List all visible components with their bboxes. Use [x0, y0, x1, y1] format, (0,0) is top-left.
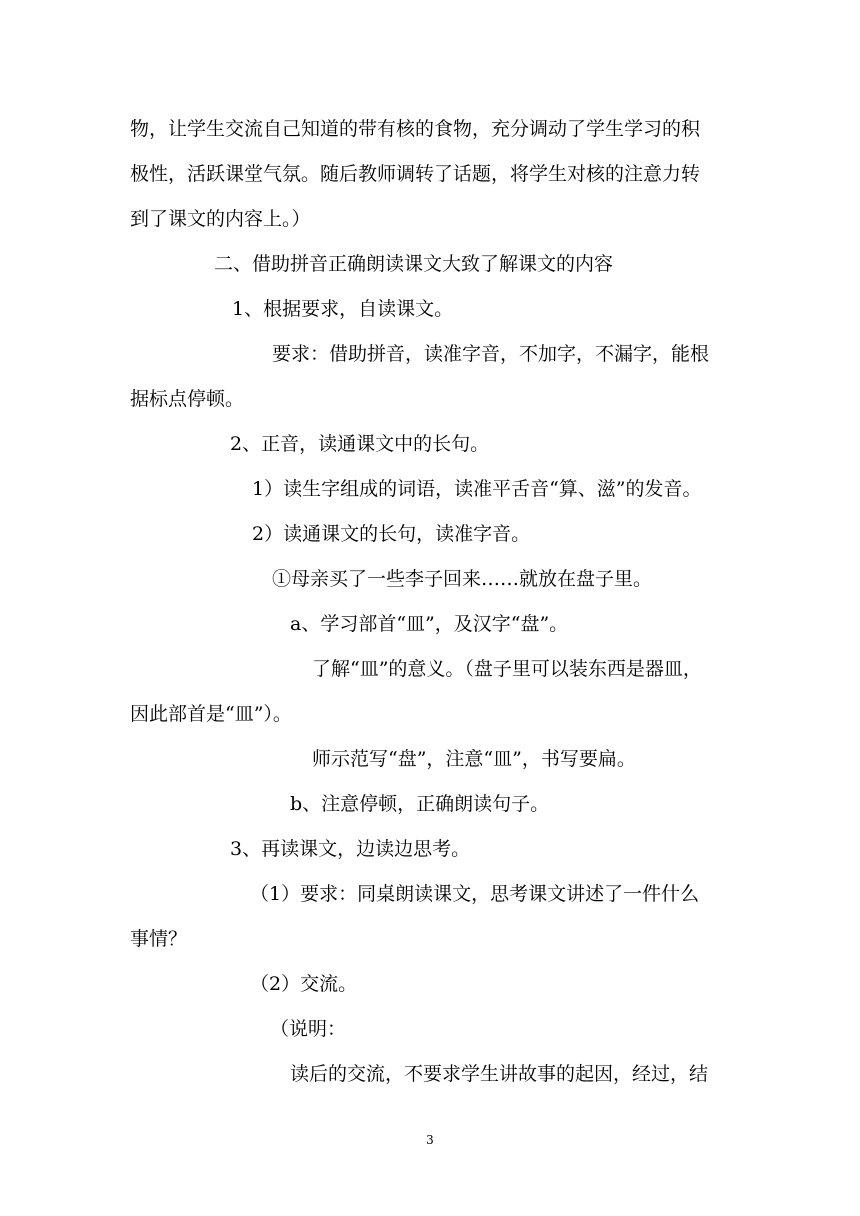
paragraph-line: 极性，活跃课堂气氛。随后教师调转了话题，将学生对核的注意力转	[130, 163, 701, 185]
section-heading: 二、借助拼音正确朗读课文大致了解课文的内容	[214, 253, 614, 275]
sub-list-item: b、注意停顿，正确朗读句子。	[290, 793, 550, 815]
sub-list-item: 1）读生字组成的词语，读准平舌音“算、滋”的发音。	[252, 478, 702, 500]
paragraph-line: 师示范写“盘”，注意“皿”，书写要扁。	[312, 748, 636, 770]
page-number: 3	[426, 1133, 434, 1147]
paragraph-line: 事情？	[130, 928, 188, 950]
sub-list-item: a、学习部首“皿”，及汉字“盘”。	[290, 613, 569, 635]
sub-list-item: （2）交流。	[250, 973, 358, 995]
paragraph-line: 因此部首是“皿”）。	[130, 703, 292, 725]
sub-list-item: ①母亲买了一些李子回来……就放在盘子里。	[272, 568, 653, 590]
list-item: 1、根据要求，自读课文。	[232, 298, 454, 320]
paragraph-line: 据标点停顿。	[130, 388, 245, 410]
sub-list-item: （1）要求：同桌朗读课文，思考课文讲述了一件什么	[250, 883, 700, 905]
list-item: 3、再读课文，边读边思考。	[230, 838, 471, 860]
list-item: 2、正音，读通课文中的长句。	[230, 433, 490, 455]
paragraph-line: 要求：借助拼音，读准字音，不加字，不漏字，能根	[272, 343, 710, 365]
paragraph-line: 读后的交流，不要求学生讲故事的起因，经过，结	[290, 1063, 709, 1085]
paragraph-line: 了解“皿”的意义。（盘子里可以装东西是器皿，	[312, 658, 702, 680]
paragraph-line: 物，让学生交流自己知道的带有核的食物，充分调动了学生学习的积	[130, 118, 701, 140]
paragraph-line: 到了课文的内容上。）	[130, 208, 311, 230]
sub-list-item: 2）读通课文的长句，读准字音。	[252, 523, 531, 545]
note-label: （说明：	[270, 1018, 347, 1040]
